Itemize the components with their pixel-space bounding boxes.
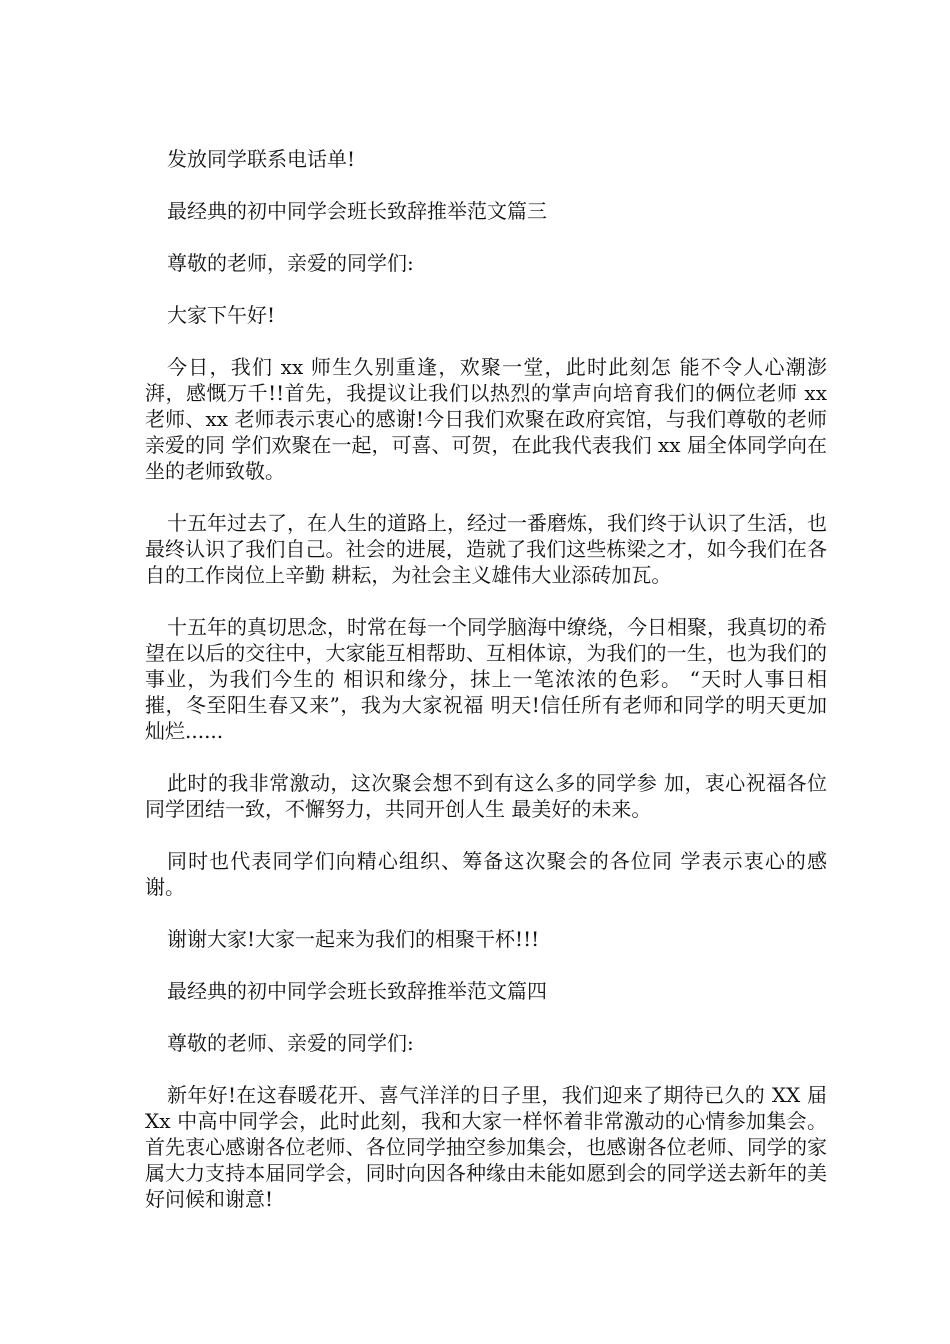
paragraph-fifteen-years: 十五年过去了，在人生的道路上，经过一番磨炼，我们终于认识了生活，也最终认识了我们自己。社会的进展，造就了我们这些栋梁之才，如今我们在各自的工作岗位上辛勤 耕耘，为社会主义雄伟大业添砖加瓦。 — [145, 511, 827, 587]
paragraph-excitement: 此时的我非常激动，这次聚会想不到有这么多的同学参 加，衷心祝福各位同学团结一致，不懈努力，共同开创人生 最美好的未来。 — [145, 771, 827, 821]
paragraph-new-year: 新年好!在这春暖花开、喜气洋洋的日子里，我们迎来了期待已久的 XX 届 Xx 中高中同学会，此时此刻，我和大家一样怀着非常激动的心情参加集会。首先衷心感谢各位老师、各位同学抽空参加集会，也感谢各位老师、同学的家属大力支持本届同学会，同时向因各种缘由未能如愿到会的同学送去新年的美好问候和谢意! — [145, 1083, 827, 1211]
paragraph-reunion: 今日，我们 xx 师生久别重逢，欢聚一堂，此时此刻怎 能不令人心潮澎湃，感慨万千!!首先，我提议让我们以热烈的掌声向培育我们的俩位老师 xx 老师、xx 老师表示衷心的感谢!今日我们欢聚在政府宾馆，与我们尊敬的老师亲爱的同 学们欢聚在一起，可喜、可贺，在此我代表我们 xx 届全体同学向在坐的老师致敬。 — [145, 355, 827, 483]
heading-part-four: 最经典的初中同学会班长致辞推举范文篇四 — [167, 979, 547, 1003]
document-body — [145, 146, 827, 1238]
heading-part-three: 最经典的初中同学会班长致辞推举范文篇三 — [167, 199, 547, 223]
greeting-afternoon: 大家下午好! — [167, 303, 276, 327]
salutation-four: 尊敬的老师、亲爱的同学们: — [167, 1031, 414, 1055]
paragraph-contact-list: 发放同学联系电话单! — [167, 147, 356, 171]
paragraph-longing: 十五年的真切思念，时常在每一个同学脑海中缭绕，今日相聚，我真切的希望在以后的交往中，大家能互相帮助、互相体谅，为我们的一生，也为我们的事业，为我们今生的 相识和缘分，抹上一笔浓浓的色彩。 “天时人事日相摧，冬至阳生春又来”，我为大家祝福 明天!信任所有老师和同学的明天更加灿烂...... — [145, 615, 827, 743]
salutation-three: 尊敬的老师，亲爱的同学们: — [167, 251, 414, 275]
paragraph-toast: 谢谢大家!大家一起来为我们的相聚干杯!!! — [167, 927, 540, 951]
paragraph-thanks-organizers: 同时也代表同学们向精心组织、筹备这次聚会的各位同 学表示衷心的感谢。 — [145, 849, 827, 899]
